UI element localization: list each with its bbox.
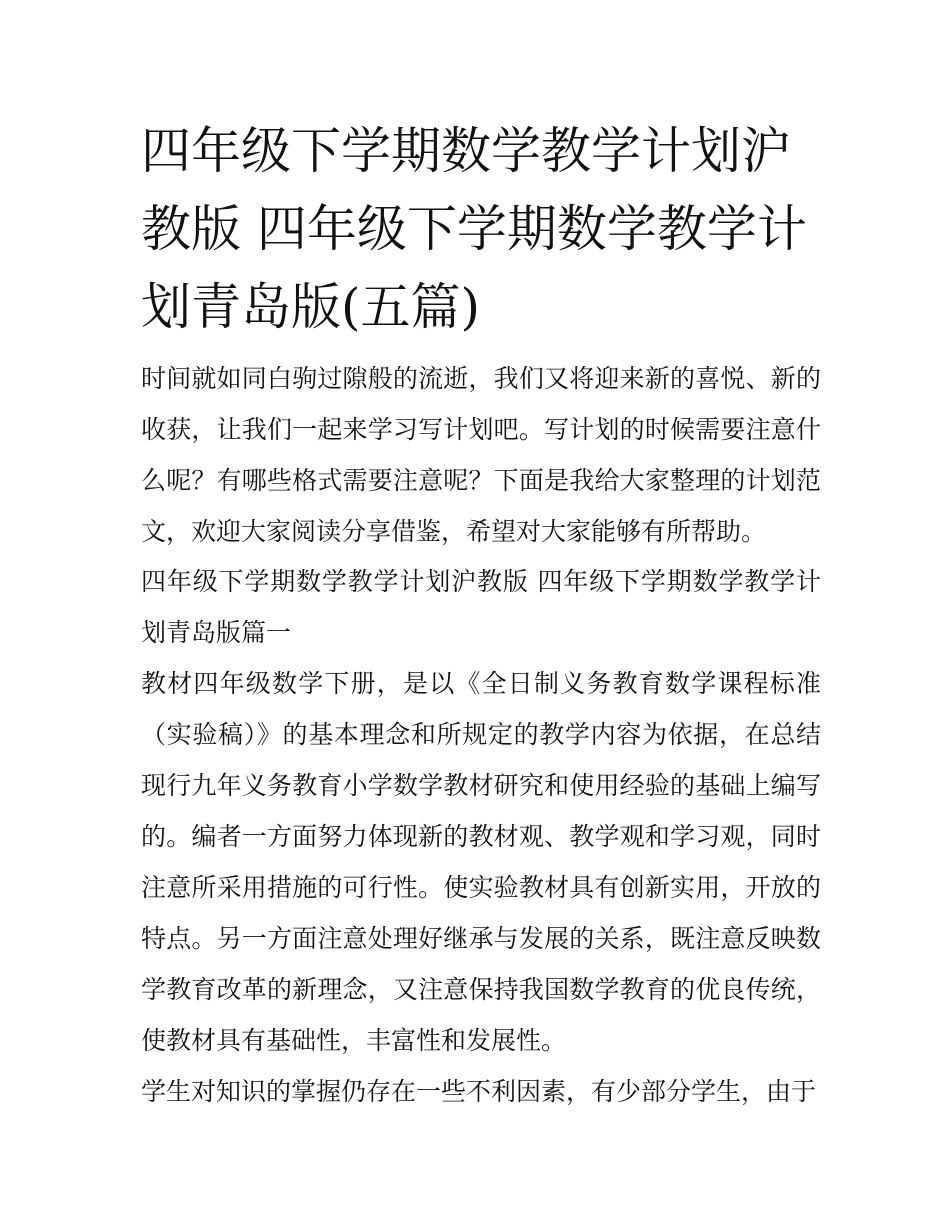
intro-paragraph: 时间就如同白驹过隙般的流逝，我们又将迎来新的喜悦、新的收获，让我们一起来学习写计划吧。写计划的时候需要注意什么呢？有哪些格式需要注意呢？下面是我给大家整理的计划范文，欢迎大家阅读分享借鉴，希望对大家能够有所帮助。 [141, 364, 821, 546]
textbook-paragraph: 教材四年级数学下册，是以《全日制义务教育数学课程标准（实验稿）》的基本理念和所规定的教学内容为依据，在总结现行九年义务教育小学数学教材研究和使用经验的基础上编写的。编者一方面努力体现新的教材观、教学观和学习观，同时注意所采用措施的可行性。使实验教材具有创新实用，开放的特点。另一方面注意处理好继承与发展的关系，既注意反映数学教育改革的新理念，又注意保持我国数学教育的优良传统，使教材具有基础性，丰富性和发展性。 [141, 669, 821, 1055]
section-heading-paragraph: 四年级下学期数学教学计划沪教版 四年级下学期数学教学计划青岛版篇一 [141, 567, 821, 647]
document-title: 四年级下学期数学教学计划沪教版 四年级下学期数学教学计划青岛版(五篇) [141, 122, 807, 336]
student-paragraph: 学生对知识的掌握仍存在一些不利因素，有少部分学生，由于 [141, 1077, 817, 1106]
